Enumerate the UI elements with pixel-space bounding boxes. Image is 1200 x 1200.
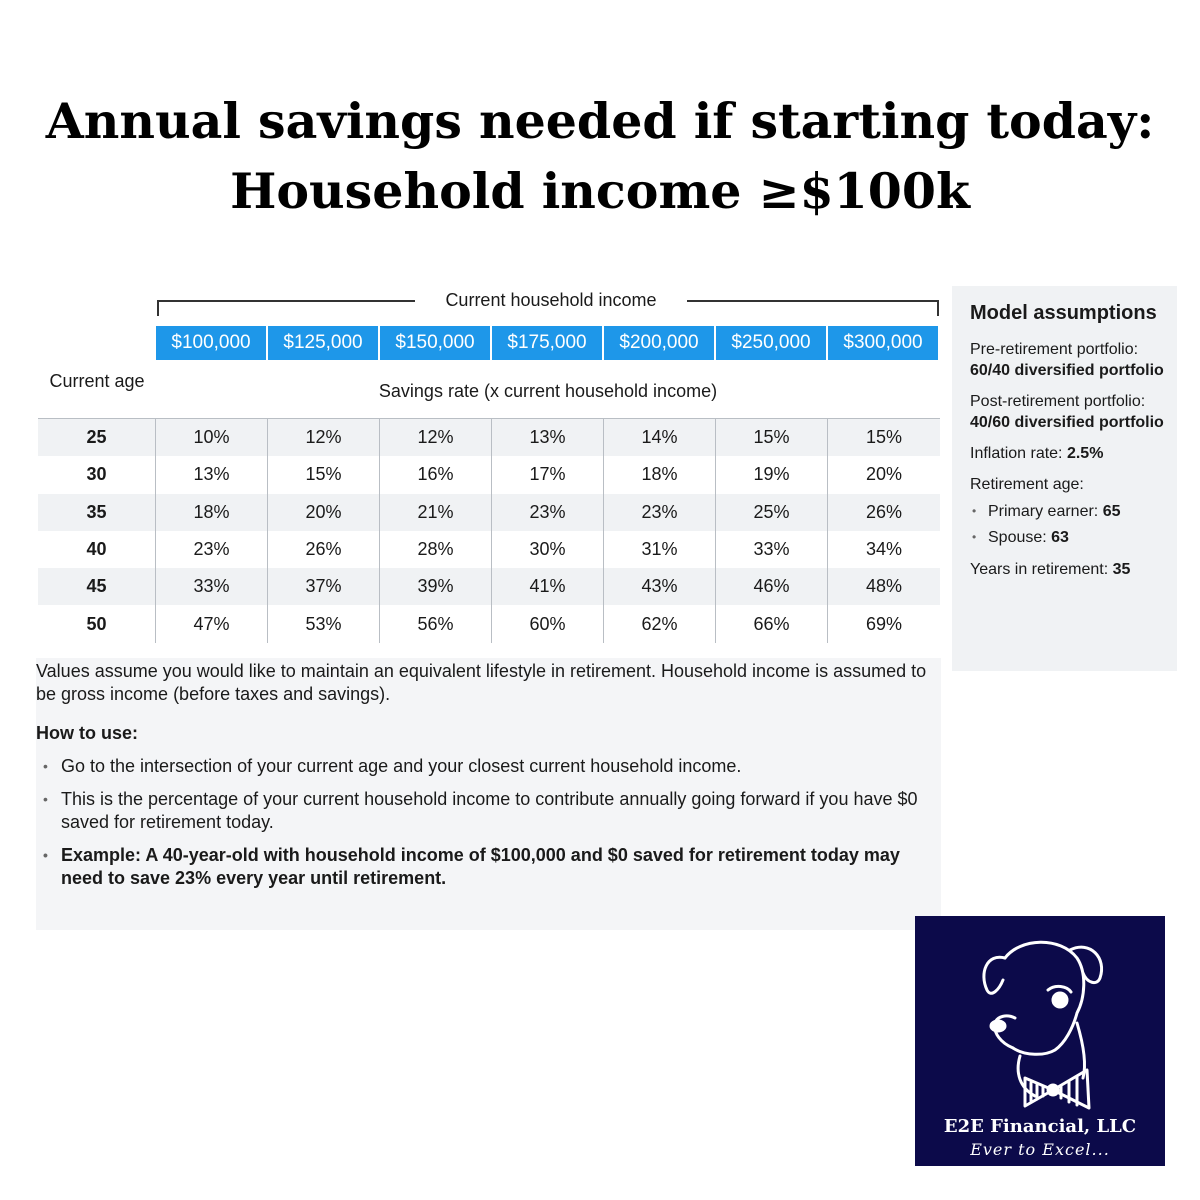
savings-rate-cell: 56% (380, 605, 492, 642)
table-row (38, 605, 940, 642)
age-cell: 45 (38, 568, 156, 605)
age-column-header: Current age (49, 371, 145, 391)
assumption-inflation: Inflation rate: 2.5% (970, 445, 1104, 462)
savings-rate-cell: 12% (380, 419, 492, 456)
table-row (38, 568, 940, 605)
income-column-header: $175,000 (492, 326, 602, 360)
logo-company-name: E2E Financial, LLC (943, 1116, 1137, 1137)
how-to-list (36, 755, 941, 890)
savings-rate-cell: 15% (865, 427, 903, 448)
income-column-header: $125,000 (268, 326, 378, 360)
savings-rate-cell: 34% (865, 539, 903, 560)
savings-rate-cell: 47% (156, 605, 268, 642)
savings-rate-cell: 41% (492, 568, 604, 605)
savings-table (38, 419, 940, 643)
table-row (38, 531, 940, 568)
savings-rate-cell: 19% (716, 456, 828, 493)
savings-rate-cell: 26% (268, 531, 380, 568)
income-column-header: $150,000 (380, 326, 490, 360)
savings-rate-cell: 16% (380, 456, 492, 493)
savings-rate-cell: 15% (716, 419, 828, 456)
savings-rate-cell: 17% (492, 456, 604, 493)
company-logo (915, 916, 1165, 1166)
age-cell: 25 (38, 419, 156, 456)
savings-rate-cell: 48% (865, 576, 903, 597)
table-row (38, 456, 940, 493)
assumption-spouse: • Spouse: 63 (970, 527, 1167, 548)
income-group-label: Current household income (445, 290, 657, 310)
table-row (38, 419, 940, 456)
how-to-title: How to use: (36, 723, 138, 743)
savings-rate-header: Savings rate (x current household income) (378, 381, 718, 401)
savings-rate-cell: 31% (604, 531, 716, 568)
savings-rate-cell: 12% (268, 419, 380, 456)
notes-panel (36, 658, 941, 930)
dog-with-bowtie-icon (965, 928, 1115, 1113)
assumption-primary-earner: • Primary earner: 65 (970, 501, 1167, 522)
age-cell: 40 (38, 531, 156, 568)
savings-rate-cell: 66% (716, 605, 828, 642)
savings-rate-cell: 20% (268, 494, 380, 531)
savings-rate-cell: 39% (380, 568, 492, 605)
savings-rate-cell: 13% (156, 456, 268, 493)
income-column-header: $250,000 (716, 326, 826, 360)
page-title (0, 86, 1200, 226)
savings-rate-cell: 18% (156, 494, 268, 531)
savings-rate-cell: 21% (380, 494, 492, 531)
income-column-header: $200,000 (604, 326, 714, 360)
savings-rate-cell: 14% (604, 419, 716, 456)
savings-rate-cell: 30% (492, 531, 604, 568)
savings-rate-cell: 26% (865, 501, 903, 522)
notes-intro: Values assume you would like to maintain an equivalent lifestyle in retirement. Household income is assumed to be gross income (before taxes and savings). (36, 661, 927, 704)
savings-rate-cell: 69% (865, 613, 903, 634)
savings-rate-cell: 60% (492, 605, 604, 642)
assumption-years-in-retirement: Years in retirement: 35 (970, 561, 1131, 578)
income-group-bracket (157, 290, 939, 318)
savings-rate-cell: 10% (156, 419, 268, 456)
savings-rate-cell: 33% (156, 568, 268, 605)
savings-rate-cell: 23% (156, 531, 268, 568)
savings-rate-cell: 25% (716, 494, 828, 531)
savings-rate-cell: 53% (268, 605, 380, 642)
savings-rate-cell: 43% (604, 568, 716, 605)
assumption-post-retirement: Post-retirement portfolio: 40/60 diversified portfolio (970, 393, 1164, 431)
how-to-example: • Example: A 40-year-old with household income of $100,000 and $0 saved for retirement today may need to save 23% every year until retirement. (36, 844, 941, 890)
assumption-retirement-age: Retirement age: (970, 476, 1084, 493)
table-row (38, 494, 940, 531)
savings-rate-cell: 23% (492, 494, 604, 531)
savings-rate-cell: 28% (380, 531, 492, 568)
how-to-item: • Go to the intersection of your current age and your closest current household income. (36, 755, 941, 778)
savings-rate-cell: 46% (716, 568, 828, 605)
savings-rate-cell: 37% (268, 568, 380, 605)
age-cell: 30 (38, 456, 156, 493)
title-line-2: Household income ≥$100k (230, 162, 970, 220)
assumption-pre-retirement: Pre-retirement portfolio: 60/40 diversified portfolio (970, 341, 1164, 379)
savings-rate-cell: 18% (604, 456, 716, 493)
income-header-row (156, 326, 940, 360)
savings-rate-cell: 33% (716, 531, 828, 568)
savings-rate-cell: 62% (604, 605, 716, 642)
savings-rate-cell: 20% (865, 464, 903, 485)
savings-rate-cell: 13% (492, 419, 604, 456)
logo-tagline: Ever to Excel... (970, 1140, 1110, 1159)
age-cell: 35 (38, 494, 156, 531)
assumptions-title: Model assumptions (970, 302, 1157, 324)
model-assumptions-panel (952, 286, 1177, 671)
income-column-header: $100,000 (156, 326, 266, 360)
title-line-1: Annual savings needed if starting today: (45, 92, 1155, 150)
income-column-header: $300,000 (828, 326, 938, 360)
savings-rate-cell: 23% (604, 494, 716, 531)
age-cell: 50 (38, 605, 156, 642)
how-to-item: • This is the percentage of your current household income to contribute annually going forward if you have $0 saved for retirement today. (36, 788, 941, 834)
savings-rate-cell: 15% (268, 456, 380, 493)
